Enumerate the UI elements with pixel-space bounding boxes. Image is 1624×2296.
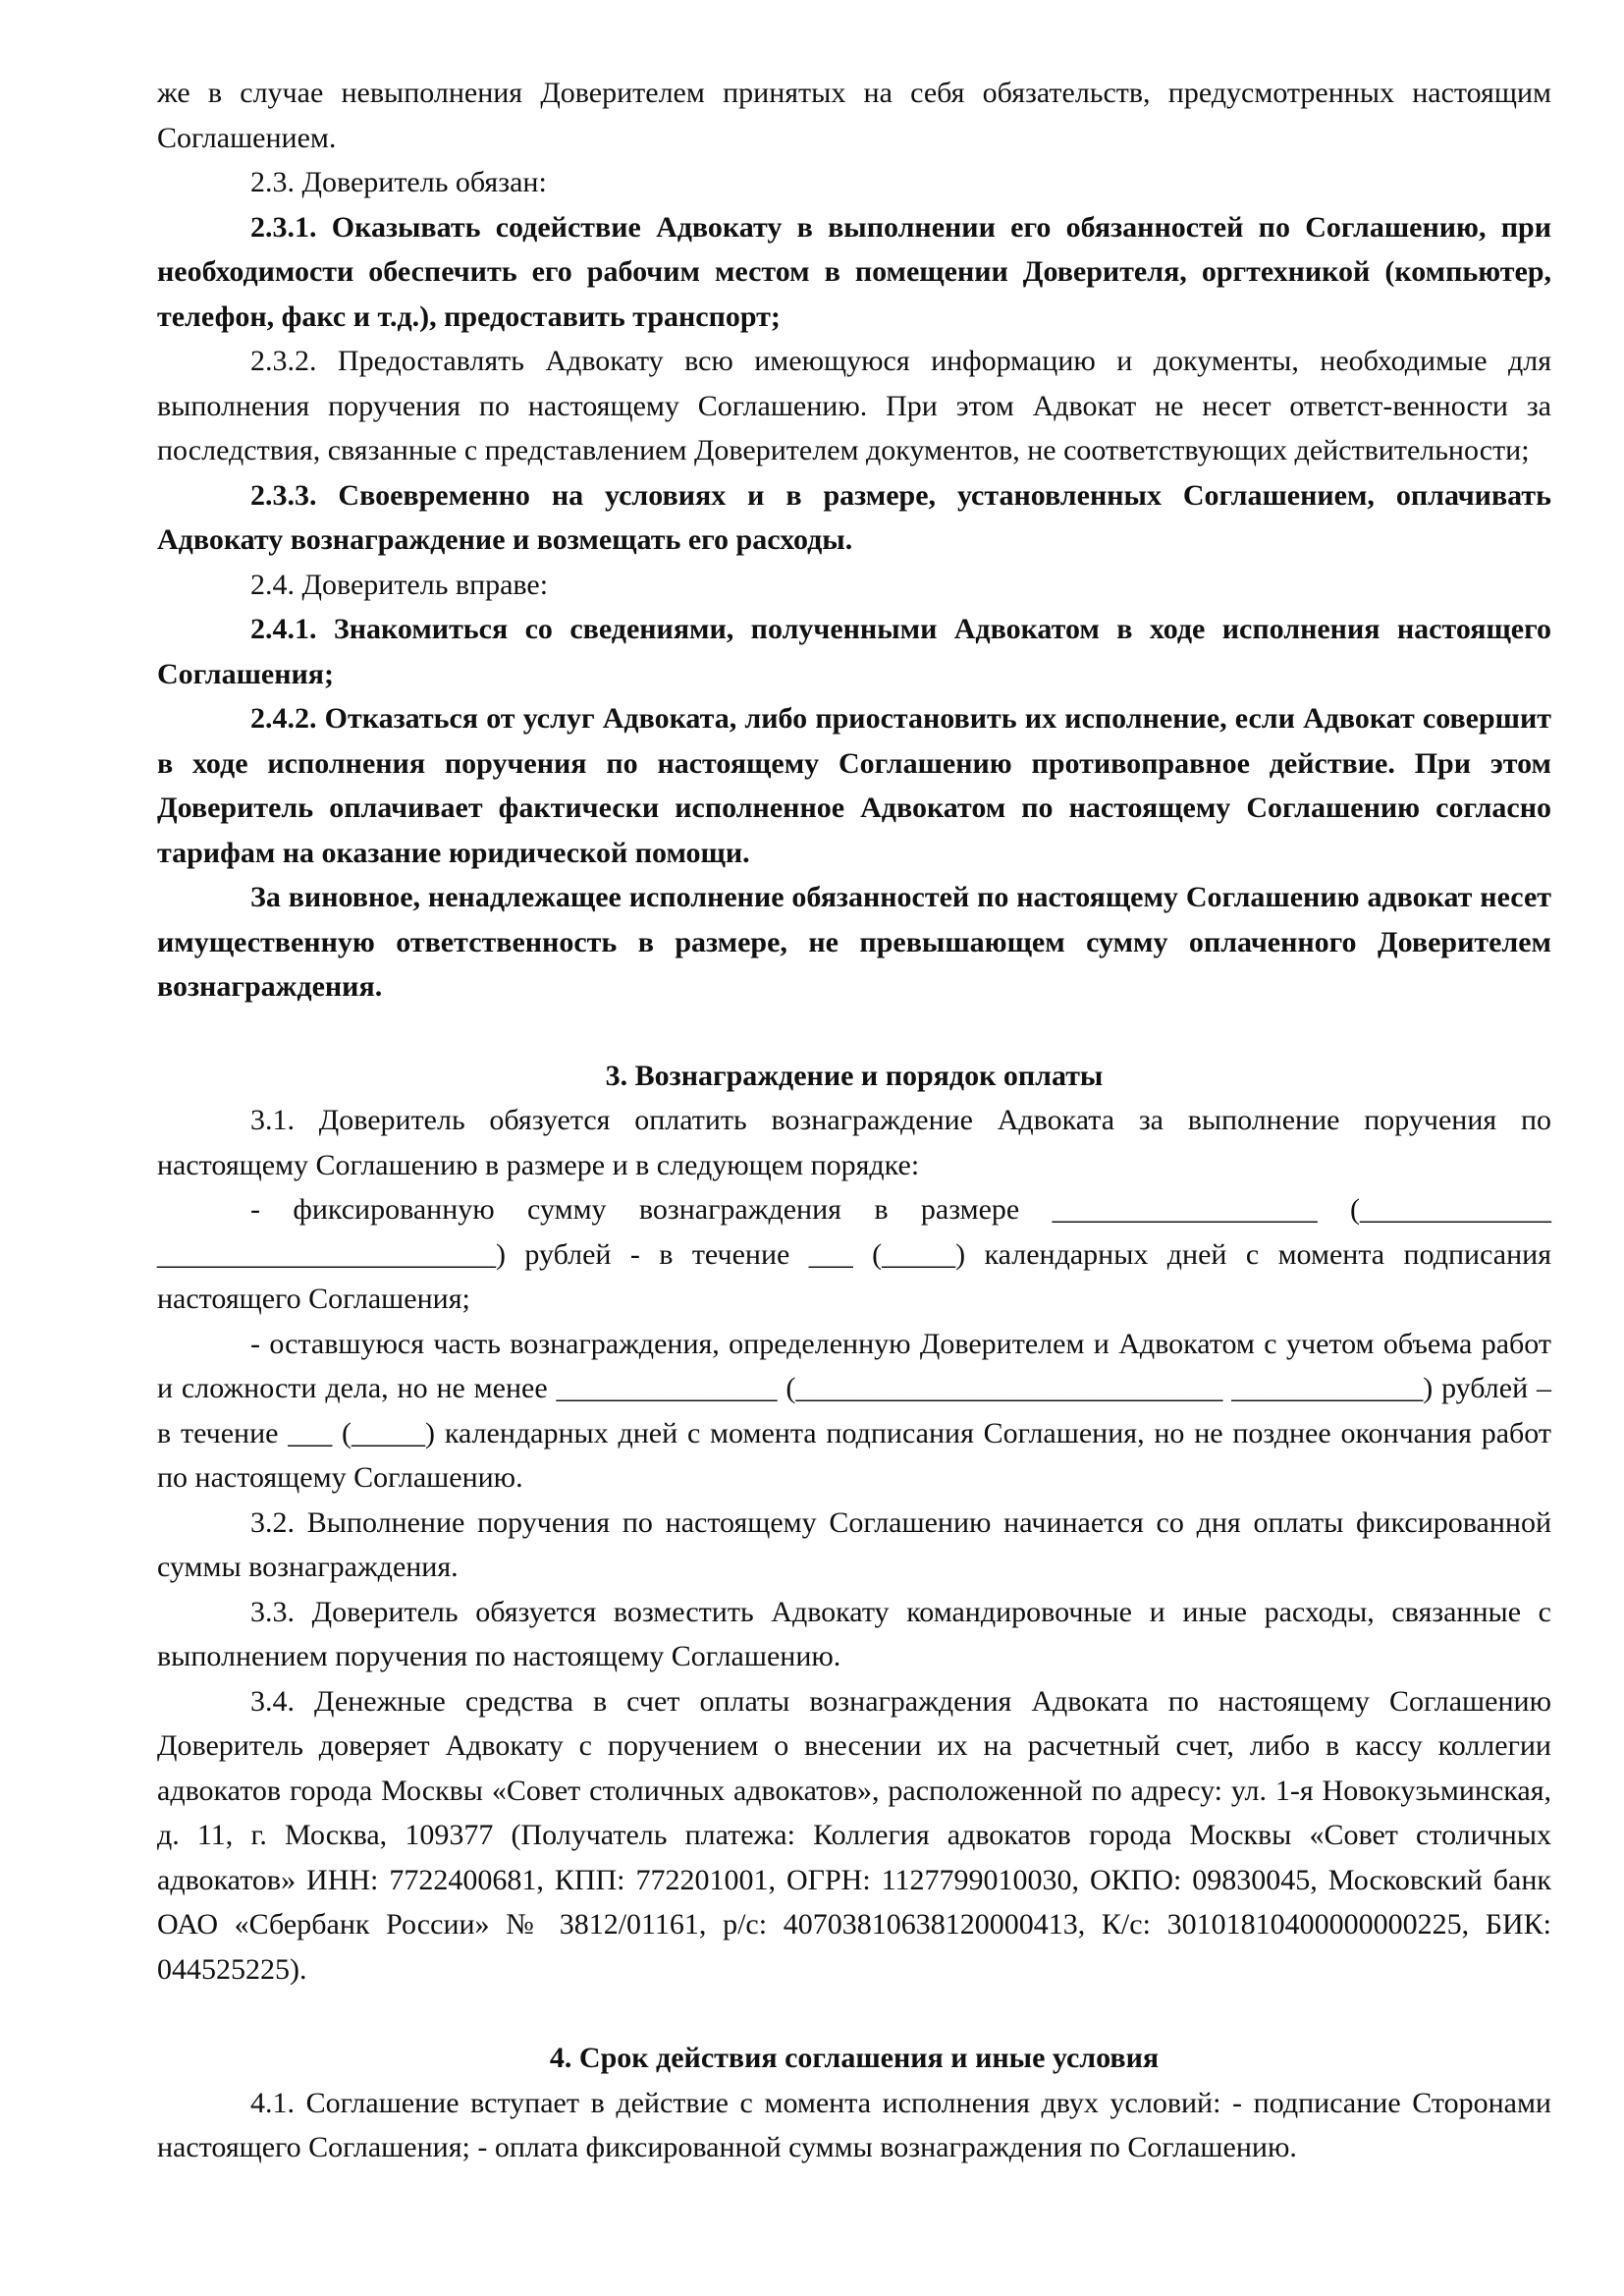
- paragraph-remaining-sum: - оставшуюся часть вознаграждения, определенную Доверителем и Адвокатом с учетом объема работ и сложности дела, но не менее _______________ (_____________________________ _____________) рублей – в течение ___ (_____) календарных дней с момента подписания Соглашения, но не позднее окончания работ по настоящему Соглашению.: [157, 1327, 1551, 1494]
- paragraph-2-4-1: 2.4.1. Знакомиться со сведениями, полученными Адвокатом в ходе исполнения настоящего Соглашения;: [157, 613, 1551, 690]
- paragraph-continuation: же в случае невыполнения Доверителем принятых на себя обязательств, предусмотренных настоящим Соглашением.: [157, 77, 1551, 154]
- paragraph-3-1: 3.1. Доверитель обязуется оплатить вознаграждение Адвоката за выполнение поручения по настоящему Соглашению в размере и в следующем порядке:: [157, 1104, 1551, 1181]
- document-page: [157, 71, 1551, 2170]
- paragraph-2-4: 2.4. Доверитель вправе:: [250, 568, 549, 601]
- paragraph-2-4-2: 2.4.2. Отказаться от услуг Адвоката, либо приостановить их исполнение, если Адвокат совершит в ходе исполнения поручения по настоящему Соглашению противоправное действие. При этом Доверитель оплачивает фактически исполненное Адвокатом по настоящему Соглашению согласно тарифам на оказание юридической помощи.: [157, 702, 1551, 869]
- paragraph-fixed-sum: - фиксированную сумму вознаграждения в размере __________________ (_____________ _______________________) рублей - в течение ___ (_____) календарных дней с момента подписания настоящего Соглашения;: [157, 1193, 1551, 1315]
- spacer: [157, 1010, 1551, 1054]
- section-4-heading: 4. Срок действия соглашения и иные условия: [549, 2042, 1160, 2074]
- paragraph-2-3-1: 2.3.1. Оказывать содействие Адвокату в выполнении его обязанностей по Соглашению, при необходимости обеспечить его рабочим местом в помещении Доверителя, оргтехникой (компьютер, телефон, факс и т.д.), предоставить транспорт;: [157, 210, 1551, 333]
- paragraph-2-3: 2.3. Доверитель обязан:: [250, 166, 547, 198]
- paragraph-3-4: 3.4. Денежные средства в счет оплаты вознаграждения Адвоката по настоящему Соглашению Доверитель доверяет Адвокату с поручением о внесении их на расчетный счет, либо в кассу коллегии адвокатов города Москвы «Совет столичных адвокатов», расположенной по адресу: ул. 1-я Новокузьминская, д. 11, г. Москва, 109377 (Получатель платежа: Коллегия адвокатов города Москвы «Совет столичных адвокатов» ИНН: 7722400681, КПП: 772201001, ОГРН: 1127799010030, ОКПО: 09830045, Московский банк ОАО «Сбербанк России» № 3812/01161, р/с: 40703810638120000413, К/с: 30101810400000000225, БИК: 044525225).: [157, 1684, 1551, 1986]
- spacer: [157, 1992, 1551, 2036]
- paragraph-3-2: 3.2. Выполнение поручения по настоящему Соглашению начинается со дня оплаты фиксированной суммы вознаграждения.: [157, 1505, 1551, 1583]
- section-3-heading: 3. Вознаграждение и порядок оплаты: [605, 1059, 1104, 1092]
- paragraph-2-3-3: 2.3.3. Своевременно на условиях и в размере, установленных Соглашением, оплачивать Адвокату вознаграждение и возмещать его расходы.: [157, 478, 1551, 556]
- paragraph-3-3: 3.3. Доверитель обязуется возместить Адвокату командировочные и иные расходы, связанные с выполнением поручения по настоящему Соглашению.: [157, 1595, 1551, 1672]
- paragraph-2-3-2: 2.3.2. Предоставлять Адвокату всю имеющуюся информацию и документы, необходимые для выполнения поручения по настоящему Соглашению. При этом Адвокат не несет ответст-венности за последствия, связанные с представлением Доверителем документов, не соответствующих действительности;: [157, 345, 1551, 466]
- paragraph-liability: За виновное, ненадлежащее исполнение обязанностей по настоящему Соглашению адвокат несет имущественную ответственность в размере, не превышающем сумму оплаченного Доверителем вознаграждения.: [157, 881, 1551, 1003]
- paragraph-4-1: 4.1. Соглашение вступает в действие с момента исполнения двух условий: - подписание Сторонами настоящего Соглашения; - оплата фиксированной суммы вознаграждения по Соглашению.: [157, 2086, 1551, 2163]
